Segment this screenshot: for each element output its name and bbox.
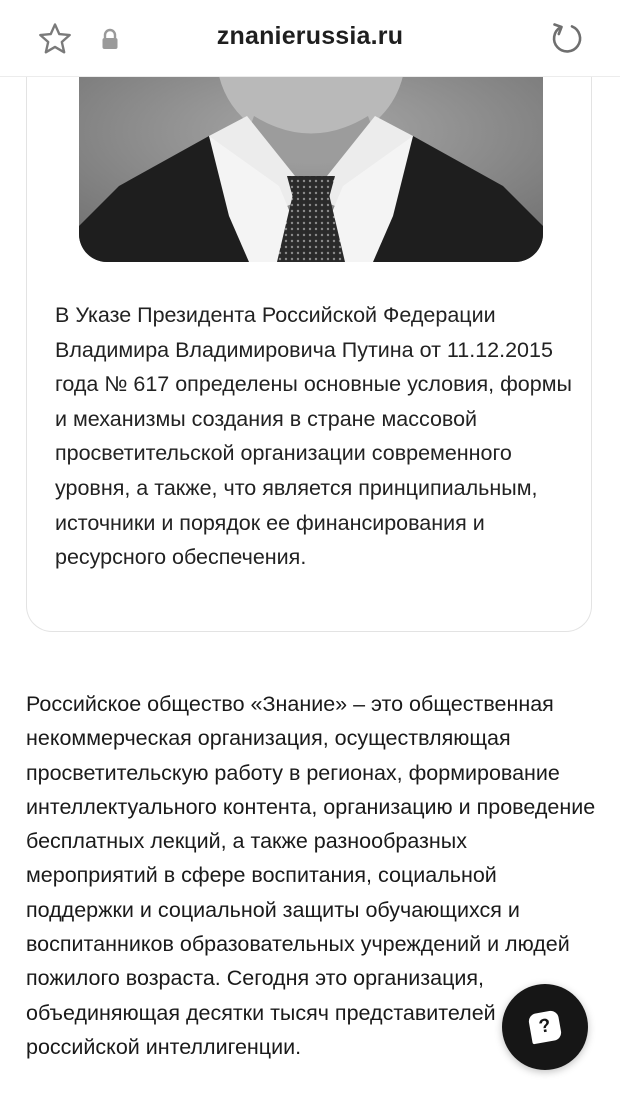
society-description: Российское общество «Знание» – это общественная некоммерческая организация, осуществляющая просветительскую работу в регионах, формирование интеллектуального контента, организацию и проведение бесплатных лекций, а также разнообразных мероприятий в сфере воспитания, социальной поддержки и социальной защиты обучающихся и воспитанников образовательных учреждений и людей пожилого возраста. Сегодня это организация, объединяющая десятки тысяч представителей российской интеллигенции. (26, 692, 596, 1059)
help-icon: ? (528, 1010, 563, 1045)
address-bar-domain[interactable]: znanierussia.ru (216, 22, 404, 50)
portrait-image (79, 76, 543, 262)
help-chat-button[interactable] (502, 984, 588, 1070)
reload-icon[interactable] (546, 18, 586, 58)
decree-text: В Указе Президента Российской Федерации Владимира Владимировича Путина от 11.12.2015 года № 617 определены основные условия, формы и механизмы создания в стране массовой просветительской организации современного уровня, а также, что является принципиальным, источники и порядок ее финансирования и ресурсного обеспечения. (55, 303, 572, 570)
decree-card (26, 60, 592, 632)
browser-toolbar (0, 0, 620, 77)
